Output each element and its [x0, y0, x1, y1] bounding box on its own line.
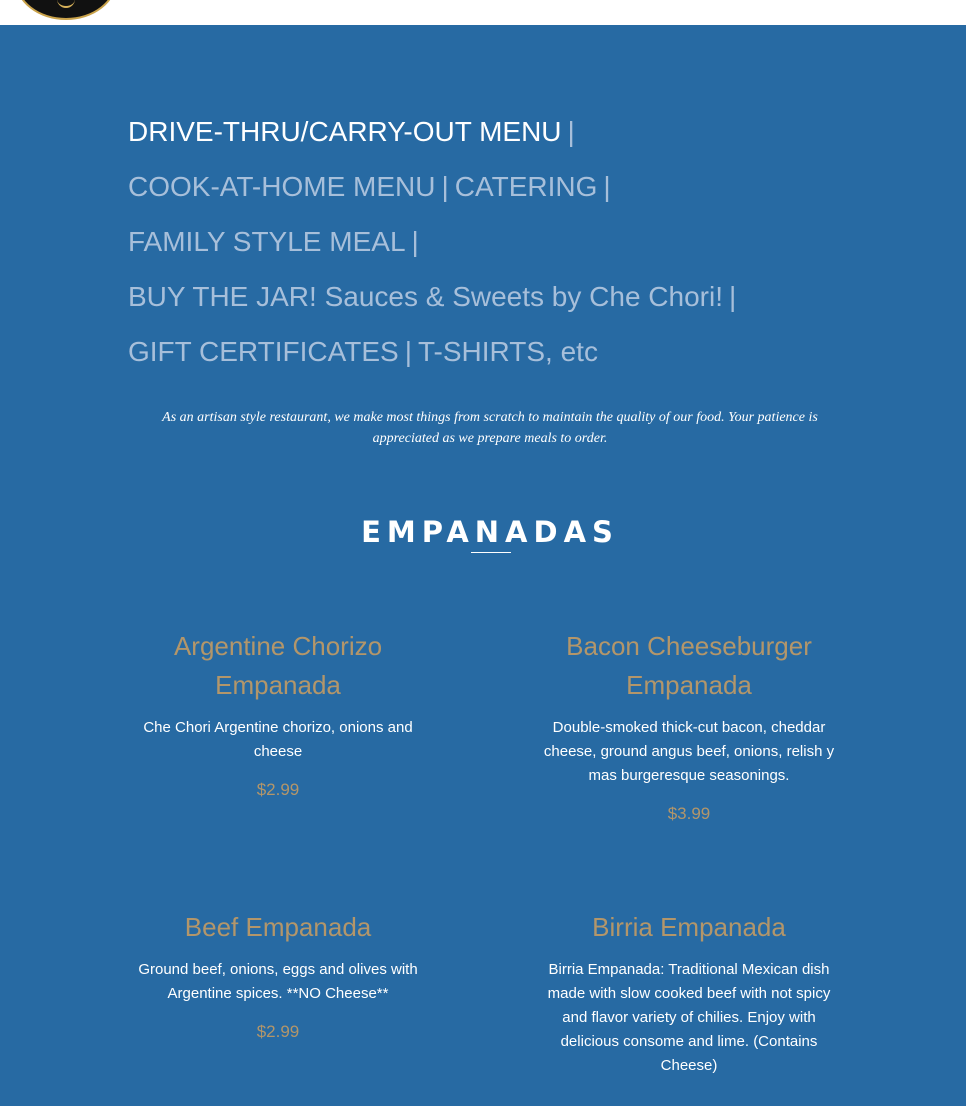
- menu-item: [539, 908, 839, 1078]
- menu-item-price: $2.99: [256, 780, 300, 799]
- nav-separator: |: [567, 116, 575, 147]
- menu-item-price: $3.99: [667, 804, 711, 823]
- nav-link-catering[interactable]: CATERING: [454, 171, 598, 202]
- menu-item-price: $2.99: [256, 1022, 300, 1041]
- nav-line: [128, 115, 581, 149]
- menu-item-name: Beef Empanada: [184, 912, 372, 942]
- nav-link-drive-thru[interactable]: DRIVE-THRU/CARRY-OUT MENU: [128, 116, 562, 147]
- nav-separator: |: [441, 171, 449, 202]
- nav-link-family-style[interactable]: FAMILY STYLE MEAL: [128, 226, 406, 257]
- nav-separator: |: [729, 281, 737, 312]
- title-divider: [471, 552, 511, 553]
- menu-item: [128, 627, 428, 802]
- nav-link-tshirts[interactable]: T-SHIRTS, etc: [417, 336, 598, 367]
- menu-item-description: Birria Empanada: Traditional Mexican dish made with slow cooked beef with not spicy and flavor variety of chilies. Enjoy with delicious consome and lime. (Contains Cheese): [547, 961, 831, 1074]
- nav-line: [128, 280, 742, 314]
- nav-line: [128, 335, 598, 369]
- menu-item-description: Double-smoked thick-cut bacon, cheddar cheese, ground angus beef, onions, relish y mas burgeresque seasonings.: [543, 719, 835, 784]
- menu-section: [0, 25, 966, 1106]
- nav-line: [128, 225, 425, 259]
- intro-text: As an artisan style restaurant, we make most things from scratch to maintain the quality of our food. Your patience is appreciated as we prepare meals to order.: [162, 410, 818, 446]
- menu-item: [128, 908, 428, 1044]
- menu-item: [539, 627, 839, 826]
- logo-emblem-icon: [57, 0, 75, 8]
- nav-line: [128, 170, 617, 204]
- restaurant-logo[interactable]: [15, 0, 117, 20]
- top-header-bar: [0, 0, 966, 25]
- nav-separator: |: [411, 226, 419, 257]
- menu-item-description: Che Chori Argentine chorizo, onions and cheese: [143, 719, 413, 760]
- menu-item-name: Argentine Chorizo Empanada: [173, 631, 383, 700]
- nav-link-cook-at-home[interactable]: COOK-AT-HOME MENU: [128, 171, 436, 202]
- menu-item-description: Ground beef, onions, eggs and olives with Argentine spices. **NO Cheese**: [138, 961, 418, 1002]
- nav-link-buy-the-jar[interactable]: BUY THE JAR! Sauces & Sweets by Che Chori!: [128, 281, 723, 312]
- section-title: EMPANADAS: [361, 515, 619, 550]
- nav-separator: |: [603, 171, 611, 202]
- nav-link-gift-certificates[interactable]: GIFT CERTIFICATES: [128, 336, 399, 367]
- nav-separator: |: [404, 336, 412, 367]
- menu-item-name: Bacon Cheeseburger Empanada: [566, 631, 812, 700]
- menu-item-name: Birria Empanada: [592, 912, 786, 942]
